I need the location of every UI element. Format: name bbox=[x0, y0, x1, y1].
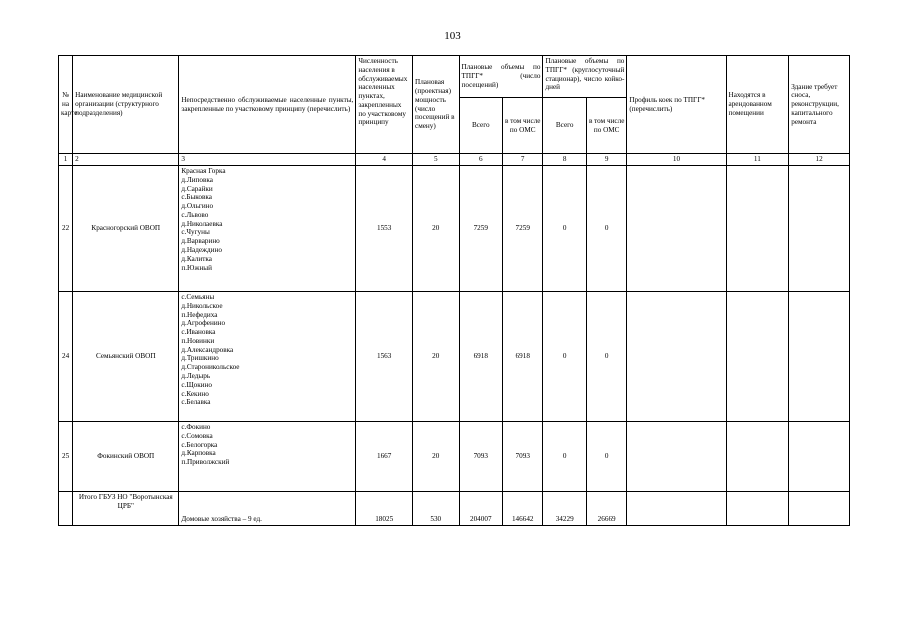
header-number: № на карте bbox=[59, 56, 73, 154]
organization-name: Фокинский ОВОП bbox=[73, 422, 179, 492]
row-number: 25 bbox=[59, 422, 73, 492]
facilities-table bbox=[58, 55, 850, 526]
capacity-value: 20 bbox=[413, 292, 460, 422]
visits-total-value: 7259 bbox=[459, 166, 502, 292]
settlement: с.Семьяны bbox=[181, 293, 215, 301]
settlement: с.Кекино bbox=[181, 389, 209, 398]
settlement: с.Чугуны bbox=[181, 228, 210, 237]
row-number: 24 bbox=[59, 292, 73, 422]
page-number: 103 bbox=[444, 30, 461, 42]
column-number: 4 bbox=[356, 154, 413, 166]
column-number: 6 bbox=[459, 154, 502, 166]
settlement: с.Сомовка bbox=[181, 431, 213, 440]
settlement-list bbox=[179, 422, 356, 492]
settlement-list bbox=[179, 166, 356, 292]
renovation-cell bbox=[789, 492, 850, 526]
column-number: 5 bbox=[413, 154, 460, 166]
header-beds: Плановые объемы по ТПГГ* (круглосуточный стационар), число койко-дней bbox=[543, 56, 627, 98]
row-number: 22 bbox=[59, 166, 73, 292]
bed-profile-cell bbox=[627, 422, 726, 492]
header-beds-total: Всего bbox=[543, 98, 586, 154]
beds-total-value: 0 bbox=[543, 166, 586, 292]
settlement: с.Львово bbox=[181, 210, 209, 219]
organization-name: Семьянский ОВОП bbox=[73, 292, 179, 422]
header-rented: Находятся в арендованном помещении bbox=[726, 56, 789, 154]
total-beds-total: 34229 bbox=[543, 492, 586, 526]
renovation-cell bbox=[789, 292, 850, 422]
total-label: Итого ГБУЗ НО "Воротынская ЦРБ" bbox=[73, 492, 179, 526]
beds-oms-value: 0 bbox=[586, 422, 626, 492]
settlement: с.Щокино bbox=[181, 380, 212, 389]
column-number: 12 bbox=[789, 154, 850, 166]
settlement: д.Калитка bbox=[181, 254, 212, 263]
settlement: д.Агрофенино bbox=[181, 319, 226, 328]
total-households: Домовые хозяйства – 9 ед. bbox=[179, 492, 356, 526]
header-beds-oms: в том числе по ОМС bbox=[586, 98, 626, 154]
header-bed-profile: Профиль коек по ТПГГ* (перечислить) bbox=[627, 56, 726, 154]
table-row bbox=[59, 292, 850, 422]
settlement: с.Фокино bbox=[181, 423, 211, 431]
settlement: д.Сарайки bbox=[181, 184, 213, 193]
total-visits-oms: 146642 bbox=[503, 492, 543, 526]
settlement: с.Белавка bbox=[181, 398, 211, 407]
header-capacity: Плановая (проектная) мощность (число посещений в смену) bbox=[413, 56, 460, 154]
settlement: д.Никольское bbox=[181, 301, 223, 310]
header-organization: Наименование медицинской организации (структурного подразделения) bbox=[73, 56, 179, 154]
header-visits: Плановые объемы по ТПГГ* (число посещений) bbox=[459, 56, 543, 98]
settlement: д.Тришкино bbox=[181, 354, 219, 363]
column-number: 10 bbox=[627, 154, 726, 166]
visits-total-value: 7093 bbox=[459, 422, 502, 492]
settlement: д.Александровка bbox=[181, 345, 234, 354]
settlement: д.Ольгино bbox=[181, 202, 214, 211]
settlement: д.Надеждино bbox=[181, 246, 222, 255]
column-number: 7 bbox=[503, 154, 543, 166]
settlement: д.Карповка bbox=[181, 449, 216, 458]
column-number: 11 bbox=[726, 154, 789, 166]
beds-total-value: 0 bbox=[543, 292, 586, 422]
settlement: д.Варварино bbox=[181, 237, 220, 246]
bed-profile-cell bbox=[627, 492, 726, 526]
organization-name: Красногорский ОВОП bbox=[73, 166, 179, 292]
column-number: 8 bbox=[543, 154, 586, 166]
total-capacity: 530 bbox=[413, 492, 460, 526]
total-number-cell bbox=[59, 492, 73, 526]
settlement: д.Ледырь bbox=[181, 372, 211, 381]
settlement: д.Липовка bbox=[181, 175, 213, 184]
beds-total-value: 0 bbox=[543, 422, 586, 492]
header-visits-oms: в том числе по ОМС bbox=[503, 98, 543, 154]
header-population: Численность населения в обслуживаемых населенных пунктах, закрепленных по участковому принципу bbox=[356, 56, 413, 154]
settlement: с.Белогорка bbox=[181, 440, 218, 449]
settlement: с.Быковка bbox=[181, 193, 212, 202]
table-row bbox=[59, 422, 850, 492]
bed-profile-cell bbox=[627, 166, 726, 292]
settlement: с.Ивановка bbox=[181, 328, 216, 337]
visits-oms-value: 7093 bbox=[503, 422, 543, 492]
settlement: п.Южный bbox=[181, 263, 212, 272]
total-visits-total: 204007 bbox=[459, 492, 502, 526]
capacity-value: 20 bbox=[413, 166, 460, 292]
rented-cell bbox=[726, 422, 789, 492]
total-beds-oms: 26669 bbox=[586, 492, 626, 526]
header-renovation: Здание требует сноса, реконструкции, капитального ремонта bbox=[789, 56, 850, 154]
settlement: п.Новинки bbox=[181, 336, 215, 345]
settlement: п.Нефедиха bbox=[181, 310, 218, 319]
rented-cell bbox=[726, 166, 789, 292]
visits-oms-value: 7259 bbox=[503, 166, 543, 292]
population-value: 1667 bbox=[356, 422, 413, 492]
renovation-cell bbox=[789, 166, 850, 292]
column-number-row bbox=[59, 154, 850, 166]
settlement: д.Староникольское bbox=[181, 363, 240, 372]
bed-profile-cell bbox=[627, 292, 726, 422]
header-visits-total: Всего bbox=[459, 98, 502, 154]
population-value: 1553 bbox=[356, 166, 413, 292]
column-number: 3 bbox=[179, 154, 356, 166]
capacity-value: 20 bbox=[413, 422, 460, 492]
renovation-cell bbox=[789, 422, 850, 492]
column-number: 1 bbox=[59, 154, 73, 166]
column-number: 2 bbox=[73, 154, 179, 166]
beds-oms-value: 0 bbox=[586, 166, 626, 292]
column-number: 9 bbox=[586, 154, 626, 166]
total-row bbox=[59, 492, 850, 526]
rented-cell bbox=[726, 292, 789, 422]
settlement-list bbox=[179, 292, 356, 422]
header-settlements: Непосредственно обслуживаемые населенные пункты, закрепленные по участковому принципу (перечислить) bbox=[179, 56, 356, 154]
total-population: 18025 bbox=[356, 492, 413, 526]
visits-total-value: 6918 bbox=[459, 292, 502, 422]
rented-cell bbox=[726, 492, 789, 526]
visits-oms-value: 6918 bbox=[503, 292, 543, 422]
population-value: 1563 bbox=[356, 292, 413, 422]
settlement: п.Приволжский bbox=[181, 458, 230, 467]
settlement: Красная Горка bbox=[181, 167, 226, 175]
settlement: д.Николаевка bbox=[181, 219, 223, 228]
table-row bbox=[59, 166, 850, 292]
beds-oms-value: 0 bbox=[586, 292, 626, 422]
